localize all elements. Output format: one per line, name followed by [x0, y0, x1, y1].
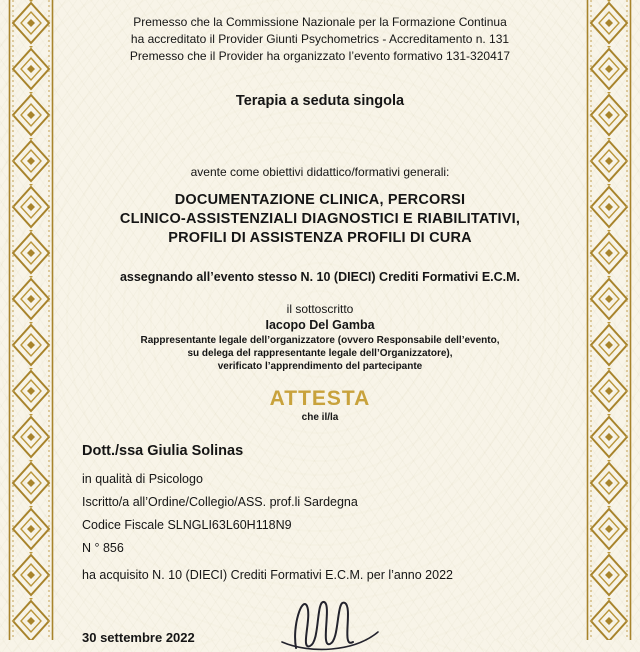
objectives-line: PROFILI DI ASSISTENZA PROFILI DI CURA [168, 230, 472, 246]
certificate-date: 30 settembre 2022 [82, 630, 195, 645]
certificate-body [60, 0, 580, 640]
undersigned-name: Iacopo Del Gamba [265, 318, 375, 332]
recipient-registry: Iscritto/a all’Ordine/Collegio/ASS. prof.li Sardegna [82, 495, 358, 509]
attests-heading: ATTESTA [269, 387, 371, 410]
recipient-block [60, 443, 580, 582]
preamble-paragraph [60, 14, 580, 65]
recipient-fiscal-code: Codice Fiscale SLNGLI63L60H118N9 [82, 518, 292, 532]
legal-role-line: su delega del rappresentante legale dell’Organizzatore), [187, 348, 453, 359]
credits-line: assegnando all’evento stesso N. 10 (DIECI) Crediti Formativi E.C.M. [119, 270, 521, 284]
undersigned-label: il sottoscritto [286, 302, 354, 316]
preamble-line: ha accreditato il Provider Giunti Psychometrics - Accreditamento n. 131 [130, 32, 510, 46]
event-title: Terapia a seduta singola [235, 93, 405, 109]
recipient-registration-number: N ° 856 [82, 541, 124, 555]
preamble-line: Premesso che il Provider ha organizzato l’evento formativo 131-320417 [129, 49, 511, 63]
right-border-ornament [586, 0, 632, 640]
signature [262, 592, 392, 652]
objectives-line: DOCUMENTAZIONE CLINICA, PERCORSI [174, 192, 466, 208]
objectives-label: avente come obiettivi didattico/formativi generali: [190, 165, 450, 179]
legal-role-paragraph [60, 334, 580, 373]
legal-role-line: verificato l’apprendimento del partecipante [217, 361, 423, 372]
preamble-line: Premesso che la Commissione Nazionale per la Formazione Continua [133, 15, 507, 29]
objectives-line: CLINICO-ASSISTENZIALI DIAGNOSTICI E RIABILITATIVI, [119, 211, 521, 227]
recipient-qualification: in qualità di Psicologo [82, 472, 203, 486]
recipient-name: Dott./ssa Giulia Solinas [82, 443, 244, 459]
that-label: che il/la [301, 412, 339, 423]
objectives-heading [60, 191, 580, 248]
left-border-ornament [8, 0, 54, 640]
legal-role-line: Rappresentante legale dell’organizzatore (ovvero Responsabile dell’evento, [140, 335, 500, 346]
credits-earned-line: ha acquisito N. 10 (DIECI) Crediti Formativi E.C.M. per l’anno 2022 [82, 568, 453, 582]
